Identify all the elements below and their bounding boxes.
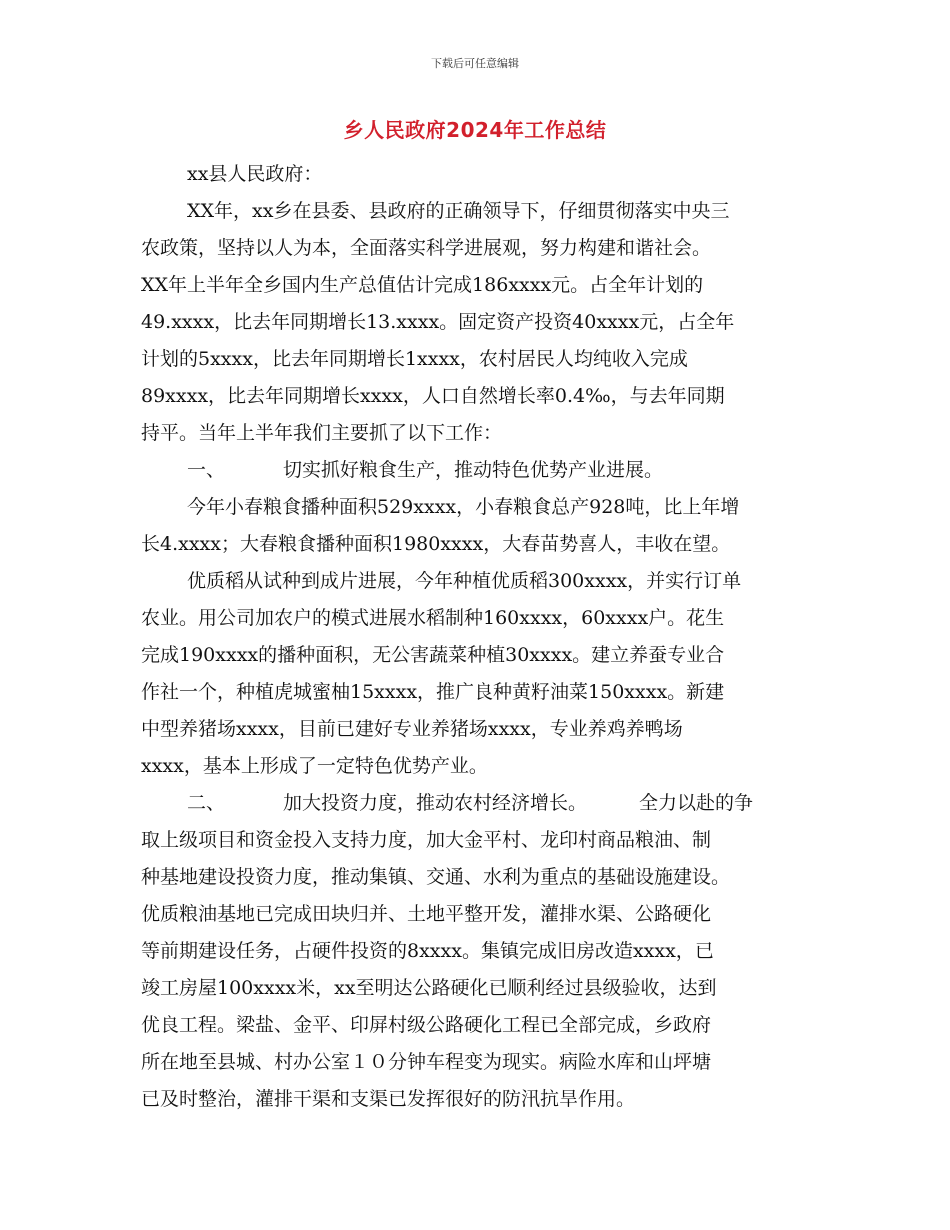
salutation: xx县人民政府： (187, 163, 323, 185)
section-number: 一、 (187, 459, 226, 481)
section-heading-text: 加大投资力度，推动农村经济增长。 (283, 792, 588, 814)
paragraph-line: 89xxxx，比去年同期增长xxxx，人口自然增长率0.4‰，与去年同期 (141, 385, 725, 407)
document-body (141, 156, 811, 1118)
paragraph-line: 49.xxxx，比去年同期增长13.xxxx。固定资产投资40xxxx元，占全年 (141, 311, 735, 333)
paragraph-line: 等前期建设任务，占硬件投资的8xxxx。集镇完成旧房改造xxxx，已 (141, 940, 714, 962)
paragraph-line: XX年上半年全乡国内生产总值估计完成186xxxx元。占全年计划的 (141, 274, 704, 296)
section-lead-text: 全力以赴的争 (639, 792, 754, 814)
paragraph-line: 优良工程。梁盐、金平、印屏村级公路硬化工程已全部完成，乡政府 (141, 1014, 712, 1036)
paragraph-line: XX年，xx乡在县委、县政府的正确领导下，仔细贯彻落实中央三 (187, 200, 730, 222)
paragraph-line: xxxx，基本上形成了一定特色优势产业。 (141, 755, 488, 777)
paragraph-line: 中型养猪场xxxx，目前已建好专业养猪场xxxx，专业养鸡养鸭场 (141, 718, 683, 740)
header-note: 下载后可任意编辑 (431, 57, 519, 70)
paragraph-line: 竣工房屋100xxxx米，xx至明达公路硬化已顺利经过县级验收，达到 (141, 977, 717, 999)
paragraph-line: 种基地建设投资力度，推动集镇、交通、水利为重点的基础设施建设。 (141, 866, 731, 888)
paragraph-line: 持平。当年上半年我们主要抓了以下工作： (141, 422, 503, 444)
section-heading-2 (141, 785, 811, 822)
section-number: 二、 (187, 792, 226, 814)
paragraph-line: 农业。用公司加农户的模式进展水稻制种160xxxx，60xxxx户。花生 (141, 607, 725, 629)
paragraph-line: 长4.xxxx；大春粮食播种面积1980xxxx，大春苗势喜人，丰收在望。 (141, 533, 731, 555)
paragraph-line: 计划的5xxxx，比去年同期增长1xxxx，农村居民人均纯收入完成 (141, 348, 688, 370)
paragraph-line: 所在地至县城、村办公室１０分钟车程变为现实。病险水库和山坪塘 (141, 1051, 712, 1073)
paragraph-line: 优质稻从试种到成片进展，今年种植优质稻300xxxx，并实行订单 (187, 570, 742, 592)
paragraph-line: 已及时整治，灌排干渠和支渠已发挥很好的防汛抗旱作用。 (141, 1088, 636, 1110)
section-heading-text: 切实抓好粮食生产，推动特色优势产业进展。 (283, 459, 664, 481)
document-title: 乡人民政府2024年工作总结 (343, 118, 607, 142)
paragraph-line: 完成190xxxx的播种面积，无公害蔬菜种植30xxxx。建立养蚕专业合 (141, 644, 725, 666)
paragraph-line: 农政策，坚持以人为本，全面落实科学进展观，努力构建和谐社会。 (141, 237, 712, 259)
section-heading-1 (141, 452, 811, 489)
paragraph-line: 作社一个，种植虎城蜜柚15xxxx，推广良种黄籽油菜150xxxx。新建 (141, 681, 725, 703)
paragraph-line: 今年小春粮食播种面积529xxxx，小春粮食总产928吨，比上年增 (187, 496, 740, 518)
paragraph-line: 取上级项目和资金投入支持力度，加大金平村、龙印村商品粮油、制 (141, 829, 712, 851)
paragraph-line: 优质粮油基地已完成田块归并、土地平整开发，灌排水渠、公路硬化 (141, 903, 712, 925)
